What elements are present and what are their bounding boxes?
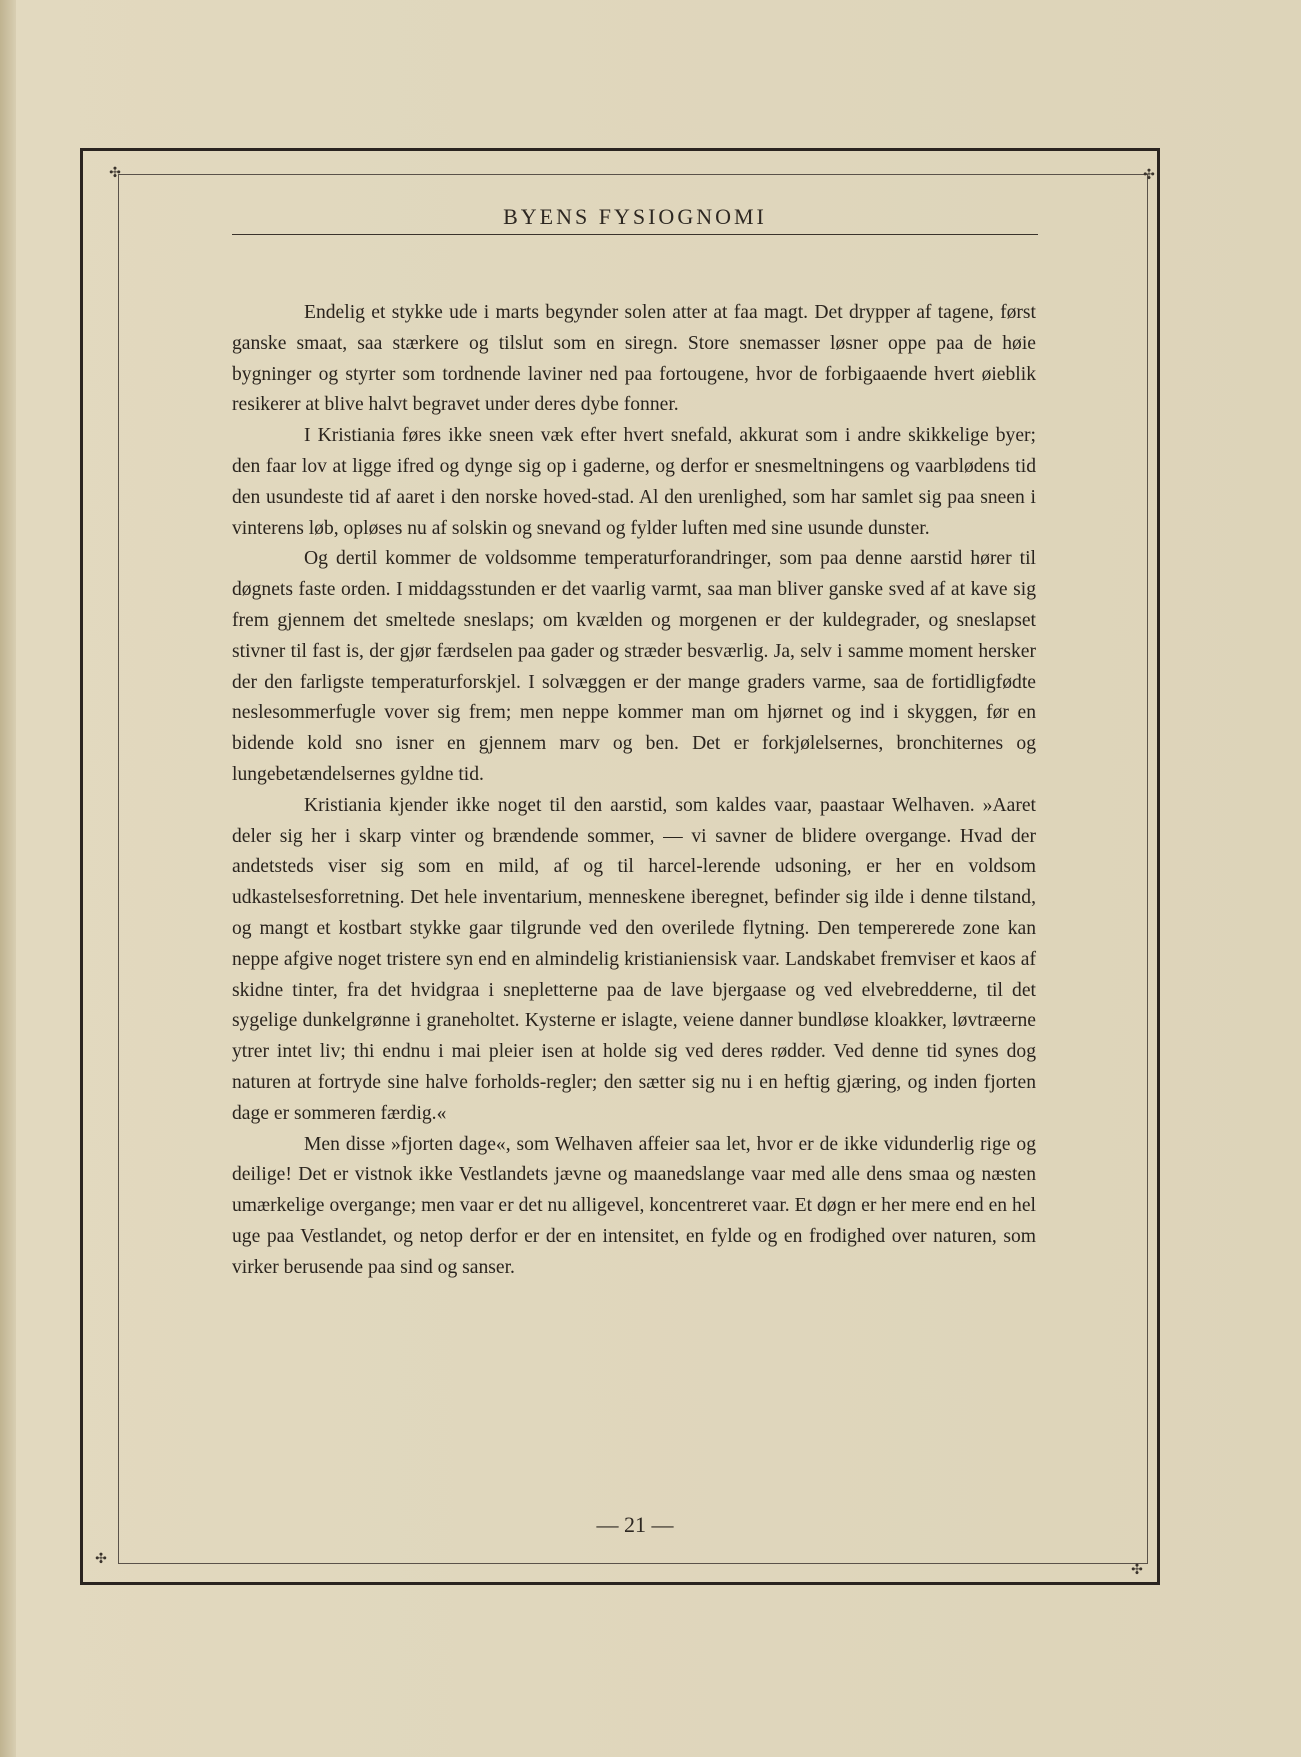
corner-ornament-bottom-left: ✣: [95, 1551, 107, 1567]
corner-ornament-top-left: ✣: [109, 165, 121, 181]
paragraph: Kristiania kjender ikke noget til den aarstid, som kaldes vaar, paastaar Welhaven. »Aaret deler sig her i skarp vinter og brændende sommer, — vi savner de blidere overgange. Hvad der andetsteds viser sig som en mild, af og til harcel-lerende udsoning, er her en voldsom udkastelsesforretning. Det hele inventarium, menneskene iberegnet, befinder sig ilde i denne tilstand, og mangt et kostbart stykke gaar tilgrunde ved den overilede flytning. Den tempererede zone kan neppe afgive noget tristere syn end en almindelig kristianiensisk vaar. Landskabet fremviser et kaos af skidne tinter, fra det hvidgraa i snepletterne paa de lave bjergaase og ved elvebredderne, til det sygelige dunkelgrønne i graneholtet. Kysterne er islagte, veiene danner bundløse kloakker, løvtræerne ytrer intet liv; thi endnu i mai pleier isen at holde sig ved deres rødder. Ved denne tid synes dog naturen at fortryde sine halve forholds-regler; den sætter sig nu i en heftig gjæring, og inden fjorten dage er sommeren færdig.«: [232, 794, 1036, 1124]
spine-shadow: [0, 0, 16, 1757]
paragraph: Endelig et stykke ude i marts begynder solen atter at faa magt. Det drypper af tagene, først ganske smaat, saa stærkere og tilslut som en siregn. Store snemasser løsner oppe paa de høie bygninger og styrter som tordnende laviner ned paa fortougene, hvor de forbigaaende hvert øieblik resikerer at blive halvt begravet under deres dybe fonner.: [232, 302, 1036, 416]
page-number: — 21 —: [596, 1512, 674, 1537]
corner-ornament-top-right: ✣: [1143, 167, 1155, 183]
paragraph: Men disse »fjorten dage«, som Welhaven affeier saa let, hvor er de ikke vidunderlig rige og deilige! Det er vistnok ikke Vestlandets jævne og maanedslange vaar med alle dens smaa og næsten umærkelige overgange; men vaar er det nu alligevel, koncentreret vaar. Et døgn er her mere end en hel uge paa Vestlandet, og netop derfor er der en intensitet, en fylde og en frodighed over naturen, som virker berusende paa sind og sanser.: [232, 1133, 1036, 1278]
body-text: [232, 298, 1036, 1284]
paragraph: I Kristiania føres ikke sneen væk efter hvert snefald, akkurat som i andre skikkelige byer; den faar lov at ligge ifred og dynge sig op i gaderne, og derfor er snesmeltningens og vaarblødens tid den usundeste tid af aaret i den norske hoved-stad. Al den urenlighed, som har samlet sig paa sneen i vinterens løb, opløses nu af solskin og snevand og fylder luften med sine usunde dunster.: [232, 425, 1036, 539]
paragraph: Og dertil kommer de voldsomme temperaturforandringer, som paa denne aarstid hører til døgnets faste orden. I middagsstunden er det vaarlig varmt, saa man bliver ganske sved af at kave sig frem gjennem det smeltede sneslaps; om kvælden og morgenen er der kuldegrader, og sneslapset stivner til fast is, der gjør færdselen paa gader og stræder besværlig. Ja, selv i samme moment hersker der den farligste temperaturforskjel. I solvæggen er der mange graders varme, saa de fortidligfødte neslesommerfugle vover sig frem; men neppe kommer man om hjørnet og ind i skyggen, før en bidende kold sno isner en gjennem marv og ben. Det er forkjølelsernes, bronchiternes og lungebetændelsernes gyldne tid.: [232, 548, 1036, 785]
running-header-title: BYENS FYSIOGNOMI: [503, 204, 767, 229]
header-rule: [232, 234, 1038, 235]
corner-ornament-bottom-right: ✣: [1131, 1562, 1143, 1578]
